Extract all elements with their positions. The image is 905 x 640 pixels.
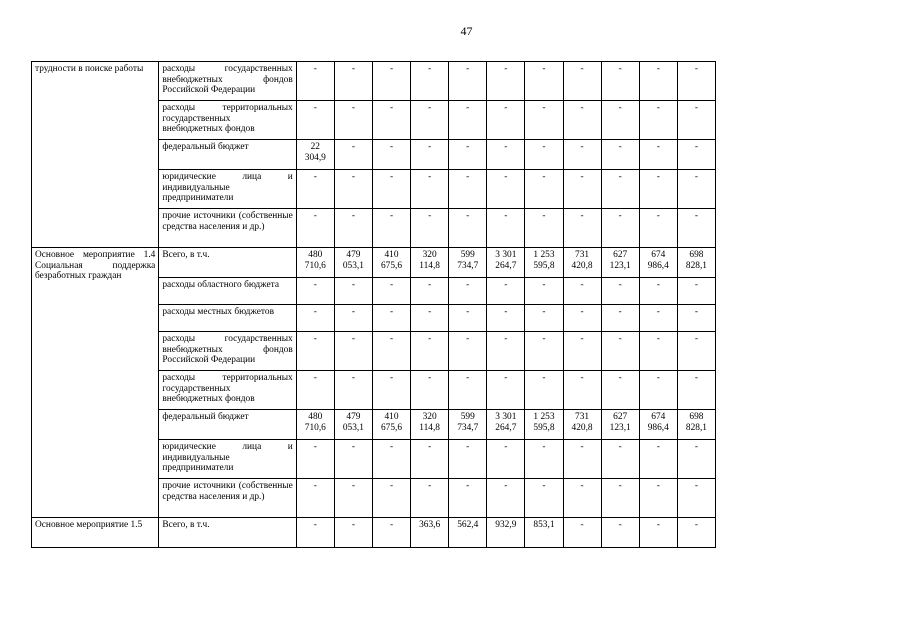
value-cell: - [449, 170, 487, 209]
value-cell: - [296, 62, 334, 101]
value-cell: - [449, 62, 487, 101]
value-cell: - [372, 479, 410, 518]
value-cell: - [563, 305, 601, 332]
value-cell: 1 253 595,8 [525, 248, 563, 278]
value-cell: - [601, 305, 639, 332]
value-cell: 479 053,1 [334, 248, 372, 278]
budget-table-body [32, 62, 716, 548]
value-cell: - [677, 518, 715, 548]
value-cell: 22 304,9 [296, 140, 334, 170]
value-cell: - [334, 101, 372, 140]
value-cell: - [677, 440, 715, 479]
value-cell: - [372, 170, 410, 209]
value-cell: 1 253 595,8 [525, 410, 563, 440]
value-cell: - [487, 62, 525, 101]
value-cell: - [525, 332, 563, 371]
value-cell: - [372, 440, 410, 479]
value-cell: - [639, 140, 677, 170]
value-cell: 932,9 [487, 518, 525, 548]
value-cell: - [677, 209, 715, 248]
value-cell: - [334, 371, 372, 410]
value-cell: - [677, 278, 715, 305]
value-cell: - [487, 371, 525, 410]
measure-cell: трудности в поиске работы [32, 62, 159, 248]
value-cell: - [487, 332, 525, 371]
value-cell: - [639, 332, 677, 371]
value-cell: - [449, 140, 487, 170]
value-cell: 674 986,4 [639, 410, 677, 440]
value-cell: - [601, 371, 639, 410]
value-cell: - [411, 101, 449, 140]
value-cell: - [487, 140, 525, 170]
table-row [32, 518, 716, 548]
value-cell: - [563, 479, 601, 518]
budget-table [31, 61, 716, 548]
value-cell: - [639, 305, 677, 332]
value-cell: - [296, 440, 334, 479]
value-cell: - [411, 62, 449, 101]
value-cell: - [334, 518, 372, 548]
value-cell: - [487, 209, 525, 248]
value-cell: - [372, 332, 410, 371]
value-cell: - [677, 101, 715, 140]
value-cell: - [296, 518, 334, 548]
value-cell: - [372, 305, 410, 332]
value-cell: - [563, 518, 601, 548]
value-cell: - [411, 332, 449, 371]
value-cell: 410 675,6 [372, 248, 410, 278]
value-cell: - [639, 278, 677, 305]
measure-cell: Основное мероприятие 1.4 Социальная поддержка безработных граждан [32, 248, 159, 518]
value-cell: - [334, 305, 372, 332]
value-cell: - [411, 305, 449, 332]
value-cell: - [411, 371, 449, 410]
value-cell: - [334, 440, 372, 479]
value-cell: 562,4 [449, 518, 487, 548]
funding-source-cell: расходы государственных внебюджетных фондов Российской Федерации [159, 62, 296, 101]
measure-cell: Основное мероприятие 1.5 [32, 518, 159, 548]
value-cell: - [601, 140, 639, 170]
value-cell: - [296, 278, 334, 305]
value-cell: 853,1 [525, 518, 563, 548]
value-cell: 698 828,1 [677, 248, 715, 278]
value-cell: - [563, 170, 601, 209]
value-cell: - [639, 101, 677, 140]
value-cell: - [601, 209, 639, 248]
value-cell: - [487, 305, 525, 332]
value-cell: 599 734,7 [449, 248, 487, 278]
value-cell: 627 123,1 [601, 410, 639, 440]
table-row [32, 248, 716, 278]
value-cell: - [677, 479, 715, 518]
value-cell: - [525, 440, 563, 479]
value-cell: - [525, 170, 563, 209]
value-cell: - [601, 440, 639, 479]
funding-source-cell: федеральный бюджет [159, 140, 296, 170]
value-cell: 479 053,1 [334, 410, 372, 440]
value-cell: - [677, 170, 715, 209]
value-cell: - [639, 62, 677, 101]
value-cell: - [563, 332, 601, 371]
value-cell: - [563, 440, 601, 479]
value-cell: - [372, 371, 410, 410]
value-cell: - [525, 479, 563, 518]
value-cell: - [639, 170, 677, 209]
value-cell: - [639, 479, 677, 518]
value-cell: 320 114,8 [411, 248, 449, 278]
value-cell: - [296, 101, 334, 140]
value-cell: - [563, 62, 601, 101]
funding-source-cell: расходы областного бюджета [159, 278, 296, 305]
value-cell: - [296, 209, 334, 248]
funding-source-cell: прочие источники (собственные средства населения и др.) [159, 209, 296, 248]
value-cell: - [487, 101, 525, 140]
value-cell: - [487, 479, 525, 518]
value-cell: - [449, 278, 487, 305]
funding-source-cell: Всего, в т.ч. [159, 248, 296, 278]
funding-source-cell: расходы территориальных государственных внебюджетных фондов [159, 101, 296, 140]
value-cell: - [525, 278, 563, 305]
value-cell: - [601, 101, 639, 140]
funding-source-cell: расходы государственных внебюджетных фондов Российской Федерации [159, 332, 296, 371]
value-cell: 731 420,8 [563, 410, 601, 440]
value-cell: - [296, 305, 334, 332]
value-cell: - [334, 209, 372, 248]
value-cell: - [334, 332, 372, 371]
value-cell: - [411, 140, 449, 170]
table-row [32, 62, 716, 101]
value-cell: - [411, 170, 449, 209]
value-cell: 599 734,7 [449, 410, 487, 440]
value-cell: - [677, 62, 715, 101]
value-cell: - [334, 278, 372, 305]
value-cell: - [372, 140, 410, 170]
value-cell: - [639, 209, 677, 248]
value-cell: - [334, 62, 372, 101]
value-cell: - [449, 101, 487, 140]
value-cell: - [411, 278, 449, 305]
value-cell: - [411, 209, 449, 248]
value-cell: 480 710,6 [296, 248, 334, 278]
value-cell: - [677, 140, 715, 170]
funding-source-cell: расходы местных бюджетов [159, 305, 296, 332]
value-cell: - [639, 371, 677, 410]
value-cell: - [296, 170, 334, 209]
value-cell: - [296, 332, 334, 371]
value-cell: 3 301 264,7 [487, 410, 525, 440]
value-cell: - [677, 305, 715, 332]
value-cell: - [449, 209, 487, 248]
value-cell: - [372, 278, 410, 305]
value-cell: - [601, 479, 639, 518]
value-cell: - [334, 140, 372, 170]
value-cell: - [449, 440, 487, 479]
value-cell: - [487, 440, 525, 479]
value-cell: - [525, 305, 563, 332]
value-cell: 698 828,1 [677, 410, 715, 440]
value-cell: - [334, 170, 372, 209]
value-cell: - [296, 479, 334, 518]
value-cell: - [449, 371, 487, 410]
value-cell: 320 114,8 [411, 410, 449, 440]
value-cell: - [449, 479, 487, 518]
funding-source-cell: Всего, в т.ч. [159, 518, 296, 548]
value-cell: - [563, 140, 601, 170]
value-cell: - [372, 518, 410, 548]
value-cell: 674 986,4 [639, 248, 677, 278]
value-cell: - [296, 371, 334, 410]
value-cell: - [563, 209, 601, 248]
value-cell: 480 710,6 [296, 410, 334, 440]
value-cell: - [677, 332, 715, 371]
value-cell: 731 420,8 [563, 248, 601, 278]
value-cell: - [601, 278, 639, 305]
value-cell: - [525, 209, 563, 248]
value-cell: - [677, 371, 715, 410]
funding-source-cell: прочие источники (собственные средства населения и др.) [159, 479, 296, 518]
value-cell: - [411, 479, 449, 518]
value-cell: - [372, 209, 410, 248]
value-cell: - [601, 62, 639, 101]
value-cell: - [449, 332, 487, 371]
value-cell: 627 123,1 [601, 248, 639, 278]
value-cell: - [601, 332, 639, 371]
value-cell: 363,6 [411, 518, 449, 548]
value-cell: - [372, 101, 410, 140]
value-cell: - [601, 518, 639, 548]
value-cell: - [563, 101, 601, 140]
value-cell: - [639, 440, 677, 479]
value-cell: - [525, 101, 563, 140]
value-cell: 410 675,6 [372, 410, 410, 440]
funding-source-cell: расходы территориальных государственных внебюджетных фондов [159, 371, 296, 410]
value-cell: - [563, 371, 601, 410]
value-cell: - [639, 518, 677, 548]
value-cell: - [601, 170, 639, 209]
value-cell: - [372, 62, 410, 101]
funding-source-cell: федеральный бюджет [159, 410, 296, 440]
value-cell: - [449, 305, 487, 332]
funding-source-cell: юридические лица и индивидуальные предприниматели [159, 170, 296, 209]
funding-source-cell: юридические лица и индивидуальные предприниматели [159, 440, 296, 479]
value-cell: - [487, 170, 525, 209]
value-cell: - [487, 278, 525, 305]
value-cell: 3 301 264,7 [487, 248, 525, 278]
value-cell: - [563, 278, 601, 305]
value-cell: - [334, 479, 372, 518]
value-cell: - [525, 371, 563, 410]
value-cell: - [525, 140, 563, 170]
value-cell: - [525, 62, 563, 101]
page-number: 47 [460, 24, 473, 38]
value-cell: - [411, 440, 449, 479]
